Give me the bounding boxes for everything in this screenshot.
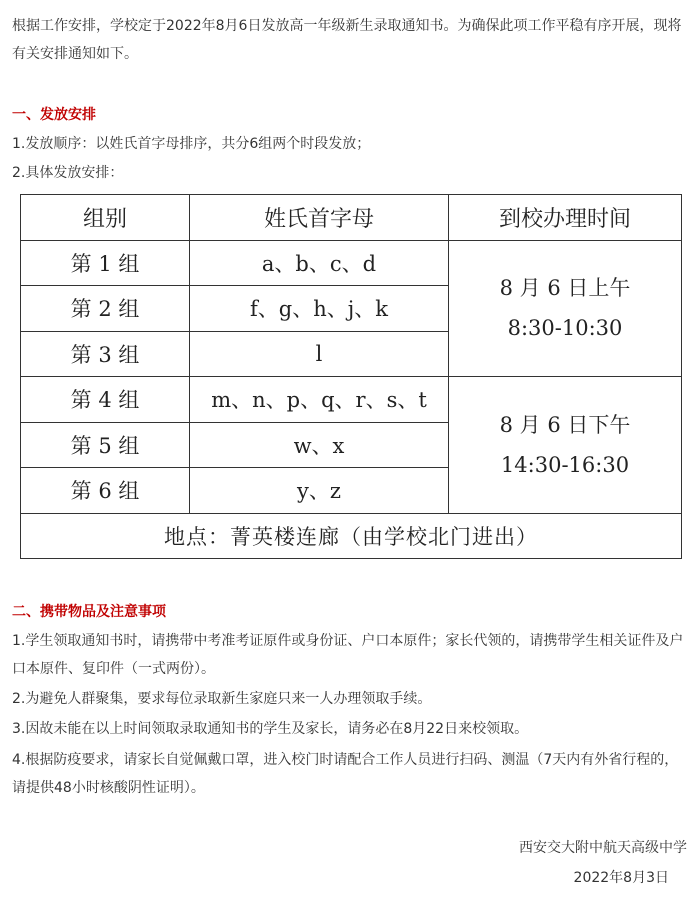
header-time: 到校办理时间 bbox=[449, 195, 682, 241]
time-date: 8 月 6 日上午 bbox=[499, 276, 631, 301]
notes-item-3: 3.因故未能在以上时间领取录取通知书的学生及家长，请务必在8月22日来校领取。 bbox=[12, 721, 529, 737]
section-title-distribution: 一、发放安排 bbox=[12, 107, 96, 123]
location-cell: 地点：菁英楼连廊（由学校北门进出） bbox=[21, 513, 682, 559]
initials-cell: f、g、h、j、k bbox=[190, 286, 449, 332]
initials-cell: l bbox=[190, 331, 449, 377]
distribution-item-1: 1.发放顺序：以姓氏首字母排序，共分6组两个时段发放； bbox=[12, 136, 371, 152]
group-cell: 第 1 组 bbox=[21, 240, 190, 286]
initials-cell: y、z bbox=[190, 468, 449, 514]
table-row bbox=[21, 377, 682, 423]
notes-item-4: 4.根据防疫要求，请家长自觉佩戴口罩，进入校门时请配合工作人员进行扫码、测温（7天内有外省行程的，请提供48小时核酸阴性证明）。 bbox=[12, 752, 679, 796]
group-cell: 第 4 组 bbox=[21, 377, 190, 423]
time-cell-morning bbox=[449, 240, 682, 377]
notes-item-1: 1.学生领取通知书时，请携带中考准考证原件或身份证、户口本原件；家长代领的，请携带学生相关证件及户口本原件、复印件（一式两份）。 bbox=[12, 633, 684, 677]
table-row bbox=[21, 240, 682, 286]
intro-paragraph: 根据工作安排，学校定于2022年8月6日发放高一年级新生录取通知书。为确保此项工作平稳有序开展，现将有关安排通知如下。 bbox=[12, 18, 682, 62]
group-cell: 第 6 组 bbox=[21, 468, 190, 514]
signature-school: 西安交大附中航天高级中学 bbox=[519, 840, 687, 856]
time-range: 14:30-16:30 bbox=[500, 452, 630, 477]
signature-date: 2022年8月3日 bbox=[573, 870, 669, 886]
table-header-row bbox=[21, 195, 682, 241]
time-date: 8 月 6 日下午 bbox=[499, 412, 631, 437]
time-cell-afternoon bbox=[449, 377, 682, 514]
notes-item-2: 2.为避免人群聚集，要求每位录取新生家庭只来一人办理领取手续。 bbox=[12, 691, 432, 707]
location-row bbox=[21, 513, 682, 559]
group-cell: 第 2 组 bbox=[21, 286, 190, 332]
section-title-notes: 二、携带物品及注意事项 bbox=[12, 604, 166, 620]
header-initials: 姓氏首字母 bbox=[190, 195, 449, 241]
time-range: 8:30-10:30 bbox=[507, 316, 623, 341]
header-group: 组别 bbox=[21, 195, 190, 241]
initials-cell: a、b、c、d bbox=[190, 240, 449, 286]
distribution-schedule-table bbox=[20, 194, 682, 559]
group-cell: 第 3 组 bbox=[21, 331, 190, 377]
initials-cell: m、n、p、q、r、s、t bbox=[190, 377, 449, 423]
group-cell: 第 5 组 bbox=[21, 422, 190, 468]
initials-cell: w、x bbox=[190, 422, 449, 468]
distribution-item-2: 2.具体发放安排： bbox=[12, 165, 124, 181]
